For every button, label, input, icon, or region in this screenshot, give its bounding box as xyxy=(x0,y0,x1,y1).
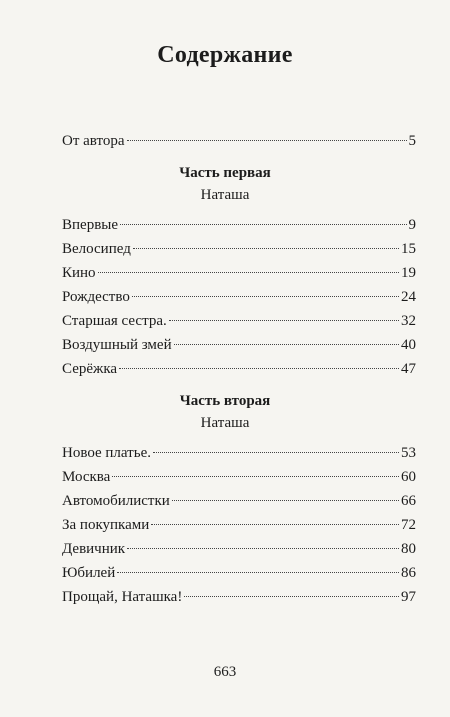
toc-entry-label: Девичник xyxy=(62,541,126,557)
toc-entry-page: 32 xyxy=(401,313,416,329)
toc-entry-page: 47 xyxy=(401,361,416,377)
dot-leader xyxy=(112,476,399,477)
toc-entry xyxy=(62,587,416,607)
toc-entry-page: 19 xyxy=(401,265,416,281)
dot-leader xyxy=(127,140,407,141)
toc-entry-page: 86 xyxy=(401,565,416,581)
dot-leader xyxy=(120,224,406,225)
toc-entry xyxy=(62,539,416,559)
toc-entry-page: 66 xyxy=(401,493,416,509)
part2-title: Часть вторая xyxy=(179,393,271,409)
dot-leader xyxy=(98,272,399,273)
toc-entry-label: Юбилей xyxy=(62,565,116,581)
part1-title: Часть первая xyxy=(179,165,271,181)
toc-entry-page: 24 xyxy=(401,289,416,305)
toc-entry-page: 80 xyxy=(401,541,416,557)
toc-entry xyxy=(62,359,416,379)
toc-entry xyxy=(62,335,416,355)
toc-entry-label: Велосипед xyxy=(62,241,131,257)
toc-entry-page: 9 xyxy=(408,217,416,233)
toc-entry xyxy=(62,563,416,583)
toc-entry-label: Прощай, Наташка! xyxy=(62,589,183,605)
dot-leader xyxy=(119,368,399,369)
dot-leader xyxy=(127,548,399,549)
toc-entry xyxy=(62,311,416,331)
page-title: Содержание xyxy=(157,42,293,68)
toc-entry xyxy=(62,467,416,487)
toc-entry-label: Кино xyxy=(62,265,96,281)
toc-entry-label: Впервые xyxy=(62,217,119,233)
toc-entry-label: Автомобилистки xyxy=(62,493,170,509)
toc-entry-label: Воздушный змей xyxy=(62,337,172,353)
dot-leader xyxy=(151,524,399,525)
dot-leader xyxy=(133,248,399,249)
toc-entry-label: Рождество xyxy=(62,289,130,305)
toc-entry xyxy=(62,287,416,307)
part1-subtitle: Наташа xyxy=(200,187,250,203)
toc-entry-label: Старшая сестра. xyxy=(62,313,167,329)
page-number: 663 xyxy=(213,664,237,680)
toc-entry-page: 97 xyxy=(401,589,416,605)
toc-entry-label: За покупками xyxy=(62,517,150,533)
toc-entry-page: 5 xyxy=(408,133,416,149)
toc-entry xyxy=(62,215,416,235)
toc-entry-page: 53 xyxy=(401,445,416,461)
toc-entry-label: От автора xyxy=(62,133,125,149)
toc-entry xyxy=(62,515,416,535)
dot-leader xyxy=(132,296,399,297)
toc-entry xyxy=(62,443,416,463)
dot-leader xyxy=(174,344,399,345)
toc-entry-page: 15 xyxy=(401,241,416,257)
toc-entry-label: Новое платье. xyxy=(62,445,151,461)
toc-entry-intro xyxy=(62,131,416,151)
toc-entry-page: 72 xyxy=(401,517,416,533)
dot-leader xyxy=(117,572,399,573)
dot-leader xyxy=(153,452,399,453)
toc-entry-label: Москва xyxy=(62,469,111,485)
toc-entry xyxy=(62,263,416,283)
dot-leader xyxy=(172,500,399,501)
dot-leader xyxy=(184,596,399,597)
part2-subtitle: Наташа xyxy=(200,415,250,431)
dot-leader xyxy=(169,320,399,321)
toc-entry-label: Серёжка xyxy=(62,361,118,377)
toc-entry xyxy=(62,491,416,511)
toc-entry xyxy=(62,239,416,259)
toc-entry-page: 40 xyxy=(401,337,416,353)
toc-entry-page: 60 xyxy=(401,469,416,485)
